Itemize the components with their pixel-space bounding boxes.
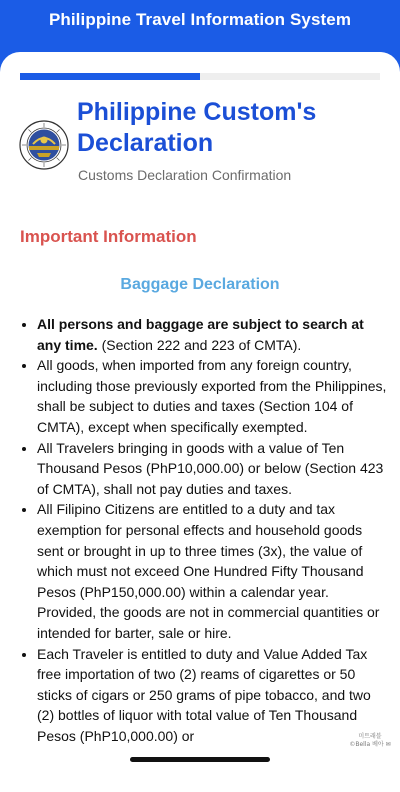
list-item-text: All Filipino Citizens are entitled to a duty and tax exemption for personal effects and household goods sent or brought in up to three times (3x), the value of which must not exceed One Hundred Fifty Thousand Pesos (PhP150,000.00) within a calendar year. Provided, the goods are not in commercial quantities or intended for barter, sale or hire. (37, 501, 380, 641)
app-title: Philippine Travel Information System (48, 10, 352, 29)
watermark-line-2: ©Bella 베아 ✉ (349, 741, 391, 748)
important-information-heading: Important Information (20, 227, 197, 246)
list-item (37, 314, 387, 355)
watermark (345, 733, 395, 749)
home-indicator[interactable] (130, 757, 270, 762)
list-item (37, 355, 387, 437)
page-subtitle: Customs Declaration Confirmation (78, 167, 292, 183)
list-item (37, 499, 387, 643)
list-item (37, 438, 387, 500)
list-item-text: Each Traveler is entitled to duty and Value Added Tax free importation of two (2) reams of cigarettes or 50 sticks of cigars or 250 grams of pipe tobacco, and two (2) bottles of liquor with total value of Ten Thousand Pesos (PhP10,000.00) or (37, 645, 371, 744)
page-title: Philippine Custom's Declaration (77, 98, 317, 157)
progress-bar-fill (20, 73, 200, 80)
list-item-text: (Section 222 and 223 of CMTA). (97, 336, 302, 353)
baggage-rules-list (16, 314, 387, 746)
app-title-bar (0, 0, 400, 40)
bureau-of-customs-seal-icon (19, 120, 69, 170)
list-item-text: All Travelers bringing in goods with a value of Ten Thousand Pesos (PhP10,000.00) or below (Section 423 of CMTA), shall not pay duties and taxes. (37, 439, 384, 497)
declaration-card (0, 52, 400, 792)
watermark-line-1: 미트래블 (358, 733, 382, 740)
baggage-declaration-heading: Baggage Declaration (120, 276, 280, 293)
list-item-text: All goods, when imported from any foreign country, including those previously exported from the Philippines, shall be subject to duties and taxes (Section 104 of CMTA), except when specifically exempted. (37, 357, 387, 435)
progress-bar (20, 73, 380, 80)
list-item-bold: All persons and baggage are subject to search at any time. (37, 316, 364, 353)
list-item (37, 644, 387, 747)
